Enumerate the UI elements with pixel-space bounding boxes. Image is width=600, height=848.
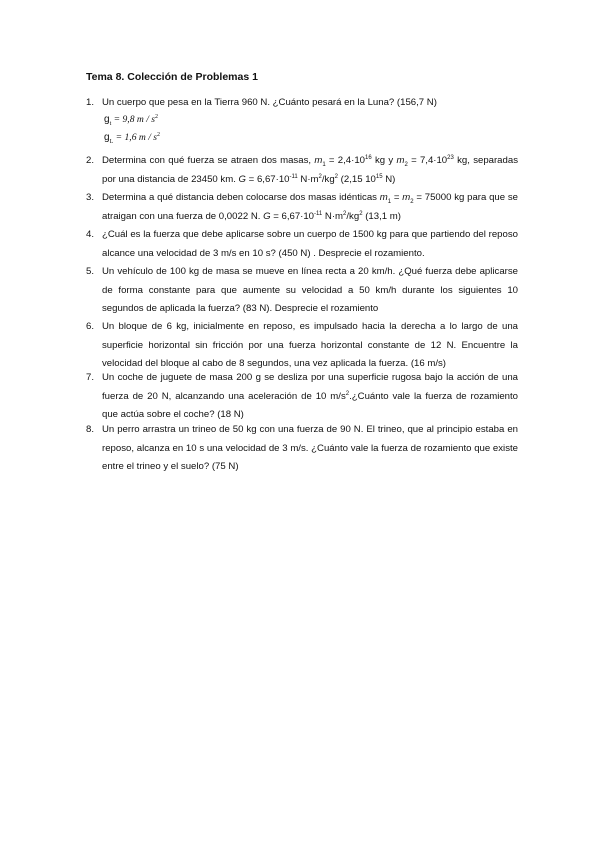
gravity-moon-formula: $g_L = 1,6$ m / $s^2$: [104, 131, 161, 145]
problem-text: Un cuerpo que pesa en la Tierra 960 N. ¿Cuánto pesará en la Luna? (156,7 N): [102, 97, 437, 108]
document-title: Tema 8. Colección de Problemas 1: [86, 71, 258, 83]
problem-number: 2.: [86, 155, 95, 166]
problem-text: Un perro arrastra un trineo de 50 kg con una fuerza de 90 N. El trineo, que al principio estaba en reposo, alcanza en 10 s una velocidad de 3 m/s. ¿Cuánto vale la fuerza de rozamiento que existe entre el trineo y el suelo? (75 N): [102, 424, 518, 473]
problem-number: 7.: [86, 372, 95, 383]
problem-7: [86, 369, 518, 425]
problem-text: Un vehículo de 100 kg de masa se mueve en línea recta a 20 km/h. ¿Qué fuerza debe aplicarse de forma constante para que aumente su velocidad a 50 km/h durante los siguientes 10 segundos de aplicada la fuerza? (83 N). Desprecie el rozamiento: [102, 266, 518, 315]
problem-text: Un coche de juguete de masa 200 g se desliza por una superficie rugosa bajo la acción de una fuerza de 20 N, alcanzando una aceleración de 10 $m/s^2.¿Cuánto$ vale la fuerza de rozamiento que actúa sobre el coche? (18 N): [102, 372, 518, 421]
problem-text: Determina a qué distancia deben colocarse dos masas idénticas $m_1 = m_2 = 75000$ kg para que se atraigan con una fuerza de 0,0022 N. $G = 6,67\cdot 10^{-11}$ $N\cdot m^2/kg^2$ (13,1 m): [102, 192, 519, 222]
problem-3: [86, 189, 518, 226]
problem-6: [86, 318, 518, 374]
problem-4: [86, 226, 518, 263]
problem-number: 4.: [86, 229, 95, 240]
gravity-earth-formula: $g_t = 9,8$ m / $s^2$: [104, 113, 159, 127]
problem-text: ¿Cuál es la fuerza que debe aplicarse sobre un cuerpo de 1500 kg para que partiendo del reposo alcance una velocidad de 3 m/s en 10 s? (450 N) . Desprecie el rozamiento.: [102, 229, 518, 259]
problem-text: Un bloque de 6 kg, inicialmente en reposo, es impulsado hacia la derecha a lo largo de una superficie horizontal sin fricción por una fuerza horizontal constante de 12 N. Encuentre la velocidad del bloque al cabo de 8 segundos, una vez aplicada la fuerza. (16 m/s): [102, 321, 518, 370]
problem-8: [86, 421, 518, 477]
problem-2: [86, 152, 518, 189]
problem-number: 6.: [86, 321, 95, 332]
problem-number: 3.: [86, 192, 95, 203]
problem-1: [86, 94, 518, 113]
problem-number: 5.: [86, 266, 95, 277]
problem-text: Determina con qué fuerza se atraen dos masas, $m_1 = 2,4\cdot 10^{16}$ kg y $m_2 = 7,4\cdot 10^{23}$ kg, separadas por una distancia de 23450 km. $G = 6,67\cdot 10^{-11}$ $N\cdot m^2/kg^2$ (2,15 $10^{15}$ N): [102, 154, 518, 185]
problem-number: 8.: [86, 424, 95, 435]
problem-5: [86, 263, 518, 319]
problem-number: 1.: [86, 97, 95, 108]
